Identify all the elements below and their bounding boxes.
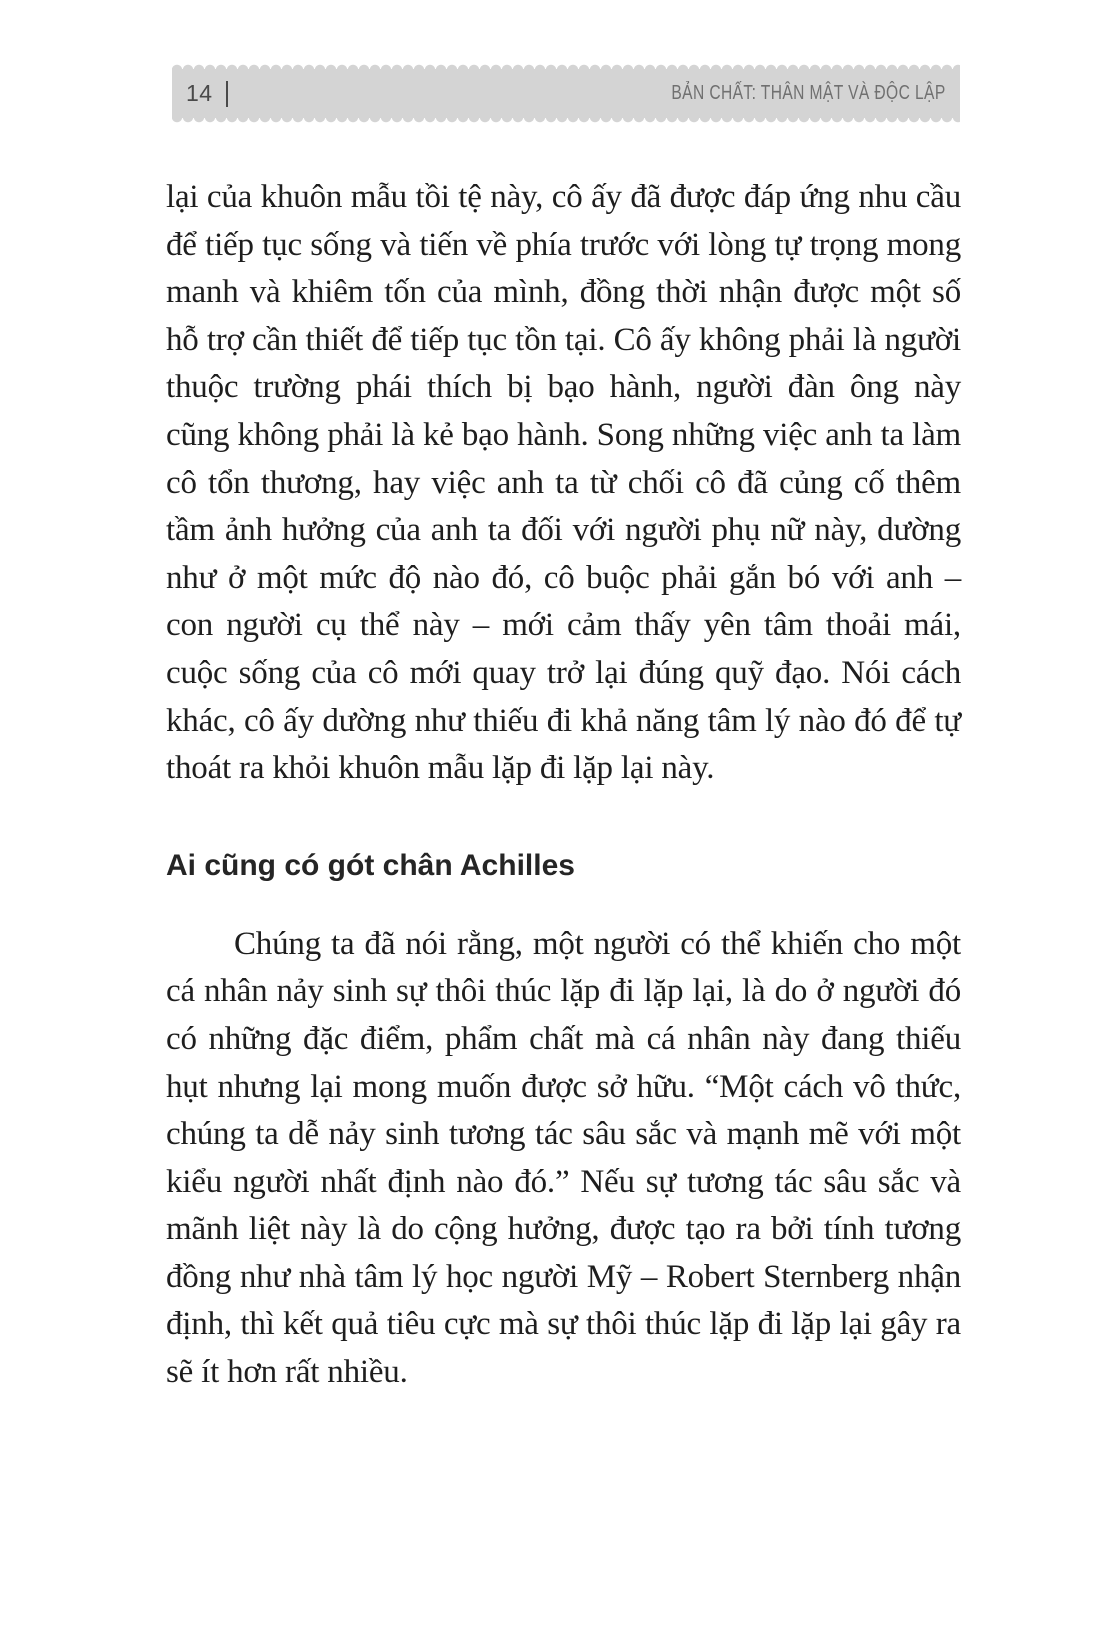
page-number-group xyxy=(186,80,228,107)
page-number: 14 xyxy=(186,80,213,106)
page-header xyxy=(172,69,960,118)
body-paragraph-1: lại của khuôn mẫu tồi tệ này, cô ấy đã được đáp ứng nhu cầu để tiếp tục sống và tiến về phía trước với lòng tự trọng mong manh và khiêm tốn của mình, đồng thời nhận được một số hỗ trợ cần thiết để tiếp tục tồn tại. Cô ấy không phải là người thuộc trường phái thích bị bạo hành, người đàn ông này cũng không phải là kẻ bạo hành. Song những việc anh ta làm cô tổn thương, hay việc anh ta từ chối cô đã củng cố thêm tầm ảnh hưởng của anh ta đối với người phụ nữ này, dường như ở một mức độ nào đó, cô buộc phải gắn bó với anh – con người cụ thể này – mới cảm thấy yên tâm thoải mái, cuộc sống của cô mới quay trở lại đúng quỹ đạo. Nói cách khác, cô ấy dường như thiếu đi khả năng tâm lý nào đó để tự thoát ra khỏi khuôn mẫu lặp đi lặp lại này. xyxy=(166,179,961,787)
running-header-title: BẢN CHẤT: THÂN MẬT VÀ ĐỘC LẬP xyxy=(671,82,946,104)
section-heading: Ai cũng có gót chân Achilles xyxy=(166,848,575,882)
page-content xyxy=(166,174,961,1397)
body-paragraph-2: Chúng ta đã nói rằng, một người có thể khiến cho một cá nhân nảy sinh sự thôi thúc lặp đi lặp lại, là do ở người đó có những đặc điểm, phẩm chất mà cá nhân này đang thiếu hụt nhưng lại mong muốn được sở hữu. “Một cách vô thức, chúng ta dễ nảy sinh tương tác sâu sắc và mạnh mẽ với một kiểu người nhất định nào đó.” Nếu sự tương tác sâu sắc và mãnh liệt này là do cộng hưởng, được tạo ra bởi tính tương đồng như nhà tâm lý học người Mỹ – Robert Sternberg nhận định, thì kết quả tiêu cực mà sự thôi thúc lặp đi lặp lại gây ra sẽ ít hơn rất nhiều. xyxy=(166,925,961,1391)
page-number-divider xyxy=(226,81,228,107)
